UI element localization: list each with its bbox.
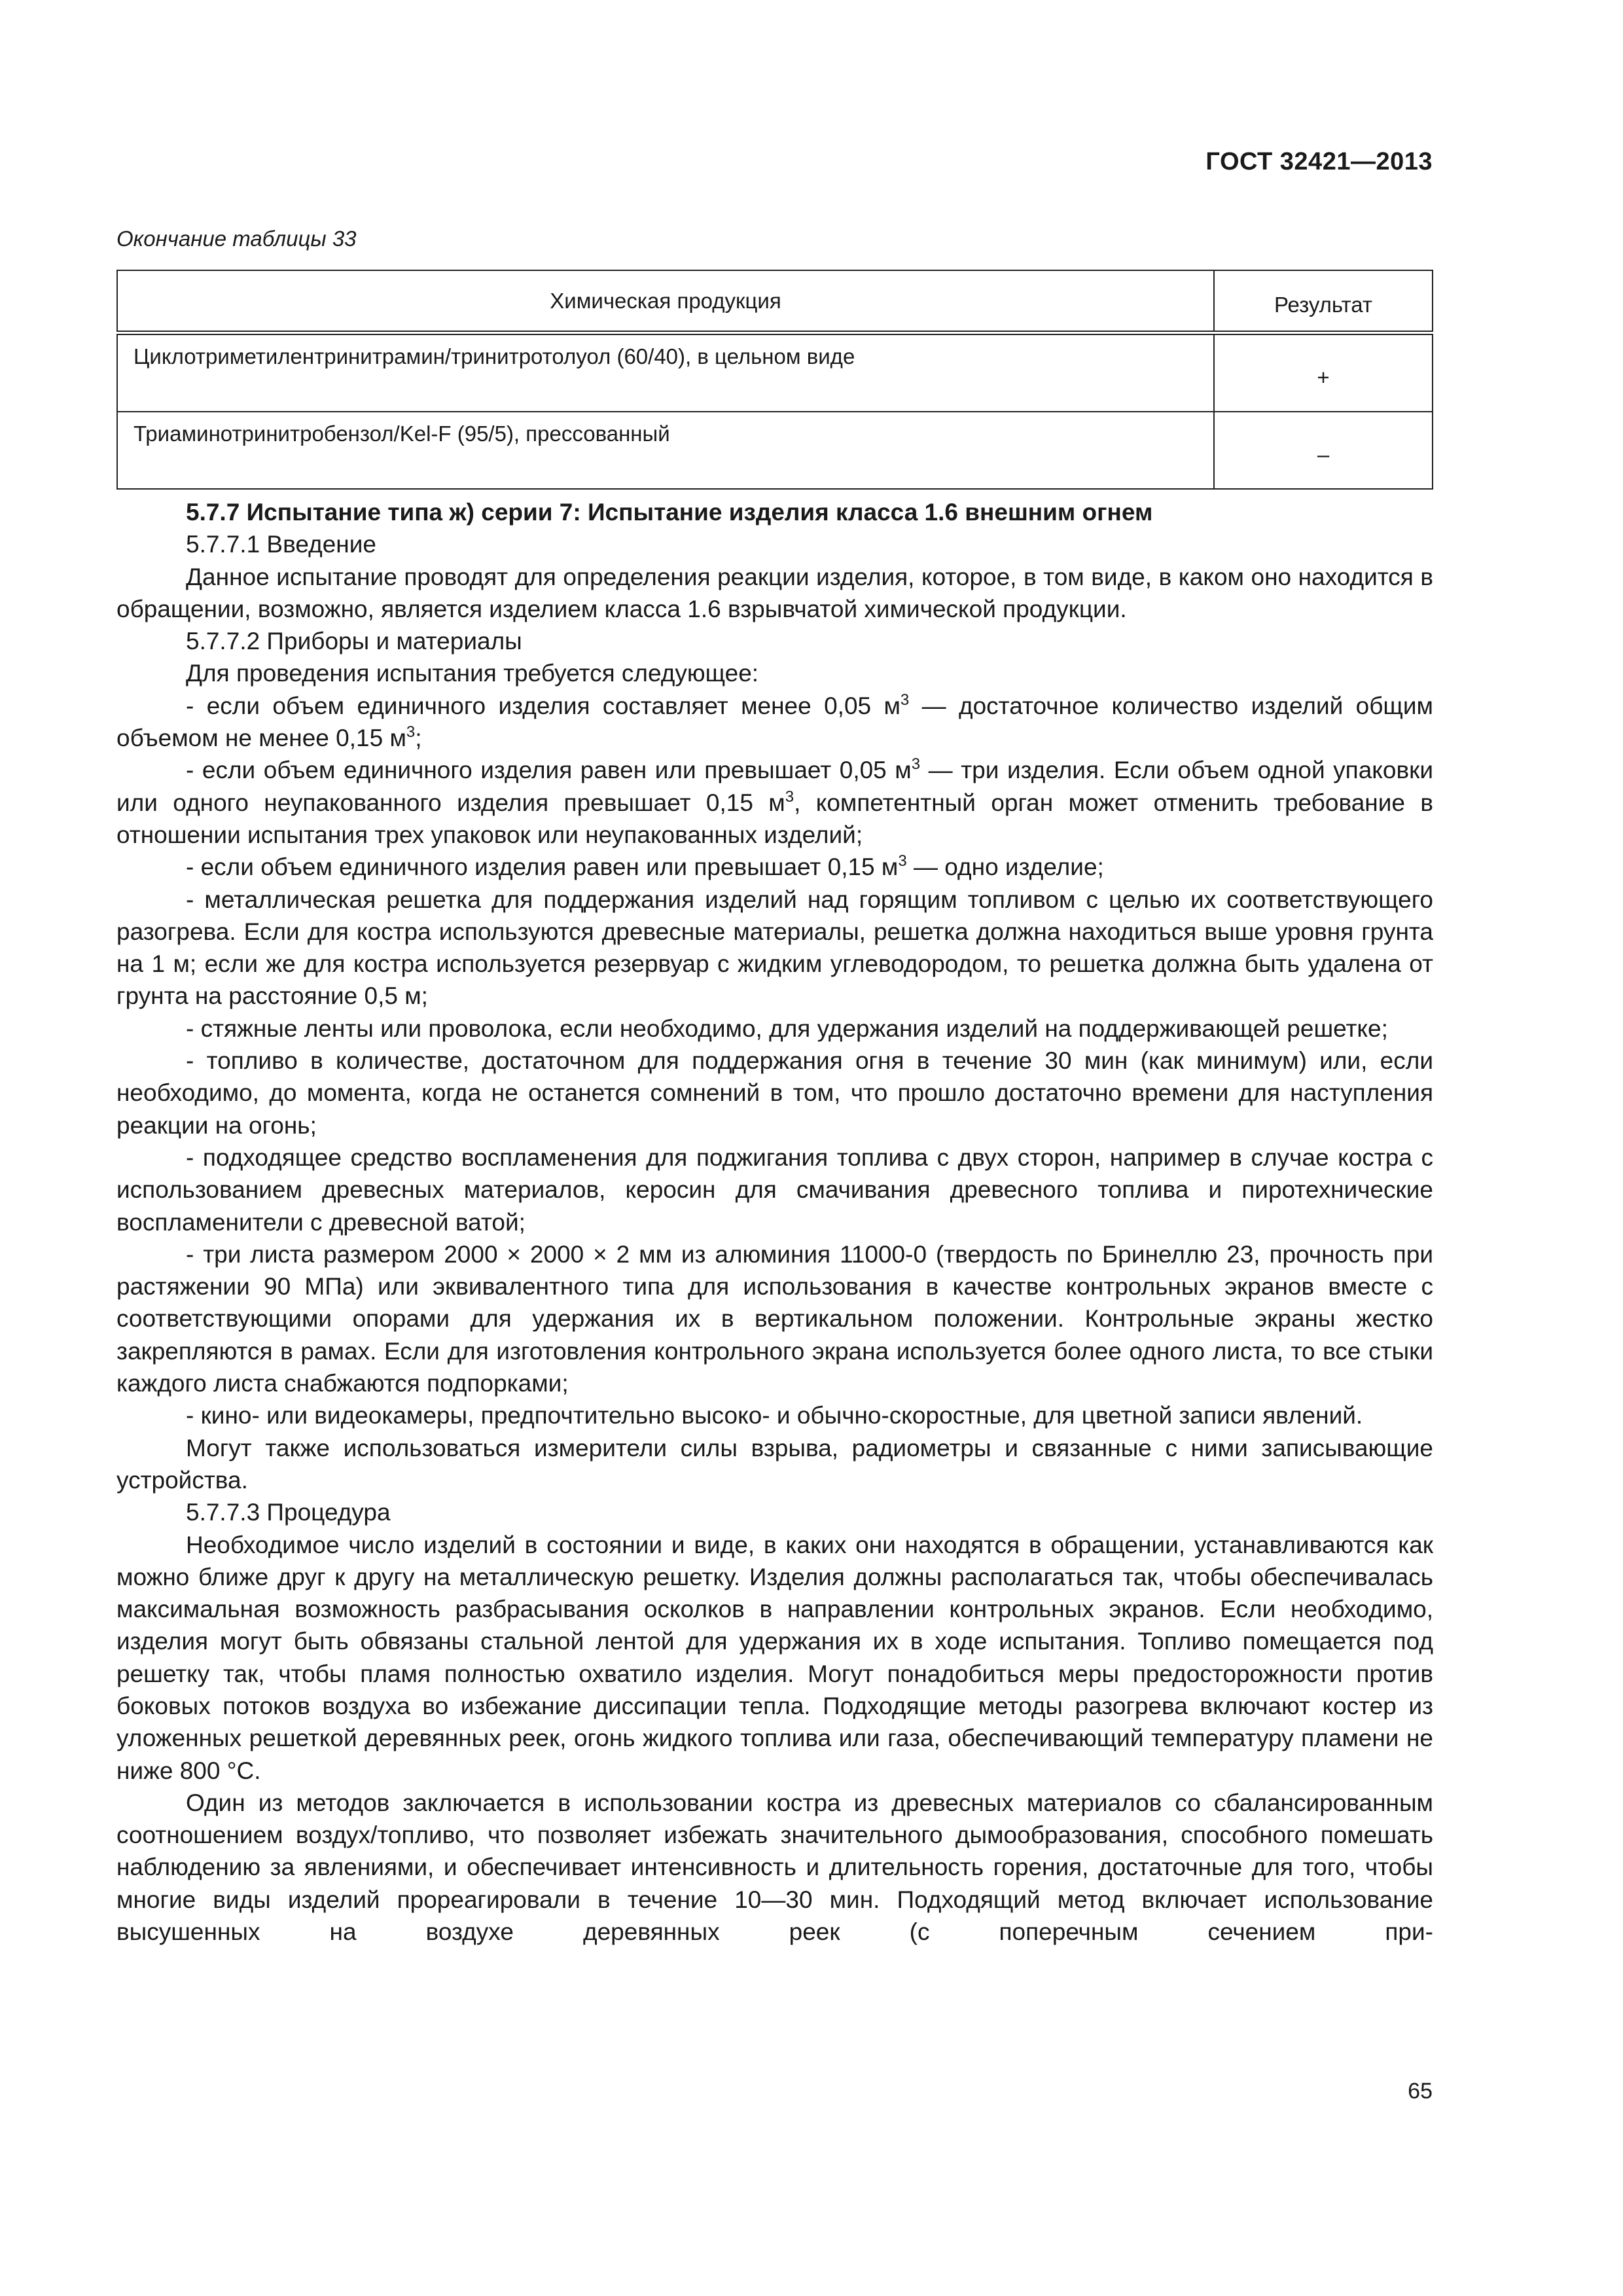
equipment-item: - кино- или видеокамеры, предпочтительно высоко- и обычно-скоростные, для цветной записи явлений. bbox=[186, 1402, 1363, 1429]
item-text: — одно изделие; bbox=[906, 853, 1104, 881]
equipment-item: - подходящее средство воспламенения для поджигания топлива с двух сторон, например в случае костра с использованием древесных материалов, керосин для смачивания древесного топлива и пиротехнические воспламенители с древесной ватой; bbox=[116, 1143, 1433, 1236]
standard-code: ГОСТ 32421—2013 bbox=[1205, 148, 1433, 175]
equipment-item: - металлическая решетка для поддержания изделий над горящим топливом с целью их соответствующего разогрева. Если для костра используются древесные материалы, решетка должна находиться выше уровня грунта на 1 м; если же для костра используется резервуар с жидким углеводородом, то решетка должна быть удалена от грунта на расстояние 0,5 м; bbox=[116, 886, 1433, 1010]
item-text: ; bbox=[415, 725, 422, 752]
equipment-note: Могут также использоваться измерители силы взрыва, радиометры и связанные с ними записывающие устройства. bbox=[116, 1434, 1433, 1494]
equipment-lead: Для проведения испытания требуется следующее: bbox=[186, 660, 759, 687]
section-body bbox=[116, 496, 1433, 1948]
procedure-paragraph: Необходимое число изделий в состоянии и виде, в каких они находятся в обращении, устанавливаются как можно ближе друг к другу на металлическую решетку. Изделия должны располагаться так, чтобы обеспечивалась максимальная возможность разбрасывания осколков в направлении контрольных экранов. Если необходимо, изделия могут быть обвязаны стальной лентой для удержания их в ходе испытания. Топливо помещается под решетку так, чтобы пламя полностью охватило изделия. Могут понадобиться меры предосторожности против боковых потоков воздуха во избежание диссипации тепла. Подходящие методы разогрева включают костер из уложенных решеткой деревянных реек, огонь жидкого топлива или газа, обеспечивающий температуру пламени не ниже 800 °С. bbox=[116, 1531, 1433, 1784]
table-header-row bbox=[117, 270, 1433, 333]
column-header-result: Результат bbox=[1214, 270, 1433, 333]
column-header-product: Химическая продукция bbox=[117, 270, 1214, 333]
table-cell-result: + bbox=[1214, 333, 1433, 412]
item-text: — достаточное количество изделий общим объемом не менее 0,15 м bbox=[116, 692, 1433, 752]
equipment-item bbox=[116, 754, 1433, 851]
procedure-title: 5.7.7.3 Процедура bbox=[186, 1499, 391, 1526]
superscript: 3 bbox=[900, 691, 910, 709]
superscript: 3 bbox=[785, 787, 794, 806]
intro-paragraph: Данное испытание проводят для определения реакции изделия, которое, в том виде, в каком оно находится в обращении, возможно, является изделием класса 1.6 взрывчатой химической продукции. bbox=[116, 563, 1433, 622]
table-caption: Окончание таблицы 33 bbox=[116, 226, 357, 251]
table-cell-product: Циклотриметилентринитрамин/тринитротолуол (60/40), в цельном виде bbox=[117, 333, 1214, 412]
equipment-item: - стяжные ленты или проволока, если необходимо, для удержания изделий на поддерживающей решетке; bbox=[186, 1014, 1388, 1042]
table-cell-product: Триаминотринитробензол/Kel-F (95/5), прессованный bbox=[117, 412, 1214, 489]
equipment-item: - три листа размером 2000 × 2000 × 2 мм из алюминия 11000-0 (твердость по Бринеллю 23, прочность при растяжении 90 МПа) или эквивалентного типа для использования в качестве контрольных экранов вместе с соответствующими опорами для удержания их в вертикальном положении. Контрольные экраны жестко закрепляются в рамах. Если для изготовления контрольного экрана используется более одного листа, то все стыки каждого листа снабжаются подпорками; bbox=[116, 1240, 1433, 1397]
item-text: — три изделия. Если объем одной упаковки или одного неупакованного изделия превышает 0,15 м bbox=[116, 757, 1433, 816]
table-row bbox=[117, 412, 1433, 489]
item-text: - если объем единичного изделия равен или превышает 0,15 м bbox=[186, 853, 899, 881]
equipment-title: 5.7.7.2 Приборы и материалы bbox=[186, 628, 522, 655]
section-heading: 5.7.7 Испытание типа ж) серии 7: Испытание изделия класса 1.6 внешним огнем bbox=[186, 499, 1153, 526]
results-table bbox=[116, 270, 1433, 490]
procedure-paragraph: Один из методов заключается в использовании костра из древесных материалов со сбалансированным соотношением воздух/топливо, что позволяет избежать значительного дымообразования, способного помешать наблюдению за явлениями, и обеспечивает интенсивность и длительность горения, достаточные для того, чтобы многие виды изделий прореагировали в течение 10—30 мин. Подходящий метод включает использование высушенных на воздухе деревянных реек (с поперечным сечением при- bbox=[116, 1789, 1433, 1946]
item-text: - если объем единичного изделия составляет менее 0,05 м bbox=[186, 692, 901, 719]
equipment-item bbox=[116, 690, 1433, 755]
superscript: 3 bbox=[898, 852, 907, 870]
table-cell-result: – bbox=[1214, 412, 1433, 489]
intro-title: 5.7.7.1 Введение bbox=[186, 531, 376, 558]
page-number: 65 bbox=[1408, 2079, 1433, 2104]
equipment-item: - топливо в количестве, достаточном для поддержания огня в течение 30 мин (как минимум) или, если необходимо, до момента, когда не останется сомнений в том, что прошло достаточно времени для наступления реакции на огонь; bbox=[116, 1047, 1433, 1139]
equipment-item bbox=[116, 851, 1433, 883]
item-text: - если объем единичного изделия равен или превышает 0,05 м bbox=[186, 757, 912, 784]
superscript: 3 bbox=[406, 723, 416, 742]
superscript: 3 bbox=[911, 755, 921, 774]
item-text: , компетентный орган может отменить требование в отношении испытания трех упаковок или неупакованных изделий; bbox=[116, 789, 1433, 848]
table-row bbox=[117, 333, 1433, 412]
